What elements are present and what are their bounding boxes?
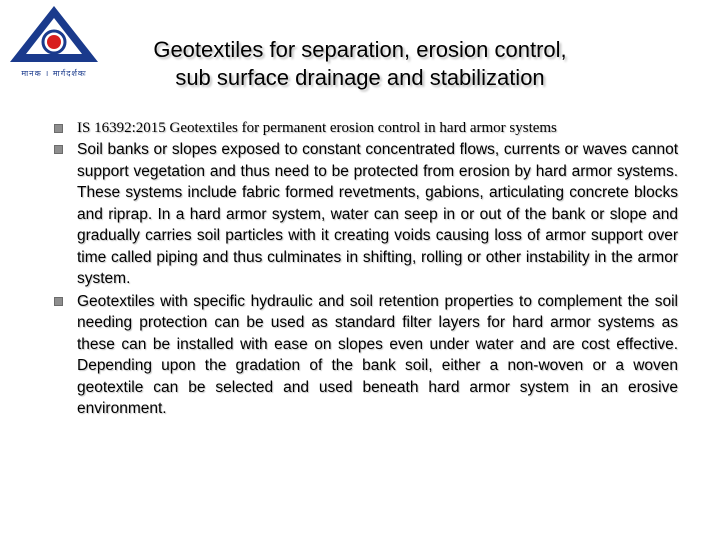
- bis-logo-icon: [4, 4, 104, 70]
- logo-caption: मानक । मार्गदर्शकः: [21, 69, 87, 78]
- bullet-item-hard-armor: [52, 139, 678, 290]
- bullet-item-standard: [52, 118, 678, 138]
- title-line-1: Geotextiles for separation, erosion control,: [153, 37, 567, 62]
- slide-title: [104, 36, 616, 92]
- bullet-list: [52, 118, 678, 421]
- bullet-text: IS 16392:2015 Geotextiles for permanent erosion control in hard armor systems: [77, 120, 557, 136]
- bullet-text: Geotextiles with specific hydraulic and soil retention properties to complement the soil needing protection can be used as standard filter layers for hard armor systems as these can be installed with ease on slopes even under water and are cost effective. Depending upon the gradation of the bank soil, either a non-woven or a woven geotextile can be selected and used beneath hard armor system in an erosive environment.: [77, 292, 678, 417]
- bullet-text: Soil banks or slopes exposed to constant concentrated flows, currents or waves cannot support vegetation and thus need to be protected from erosion by hard armor systems. These systems include fabric formed revetments, gabions, articulating concrete blocks and riprap. In a hard armor system, water can seep in or out of the bank or slope and gradually carries soil particles with it creating voids causing loss of armor support over time called piping and thus culminates in shifting, rolling or other instability in the armor system.: [77, 141, 678, 287]
- square-bullet-icon: [54, 145, 63, 154]
- square-bullet-icon: [54, 297, 63, 306]
- square-bullet-icon: [54, 124, 63, 133]
- bis-logo: [4, 4, 104, 86]
- bullet-item-geotextile-filters: [52, 291, 678, 420]
- title-line-2: sub surface drainage and stabilization: [175, 65, 545, 90]
